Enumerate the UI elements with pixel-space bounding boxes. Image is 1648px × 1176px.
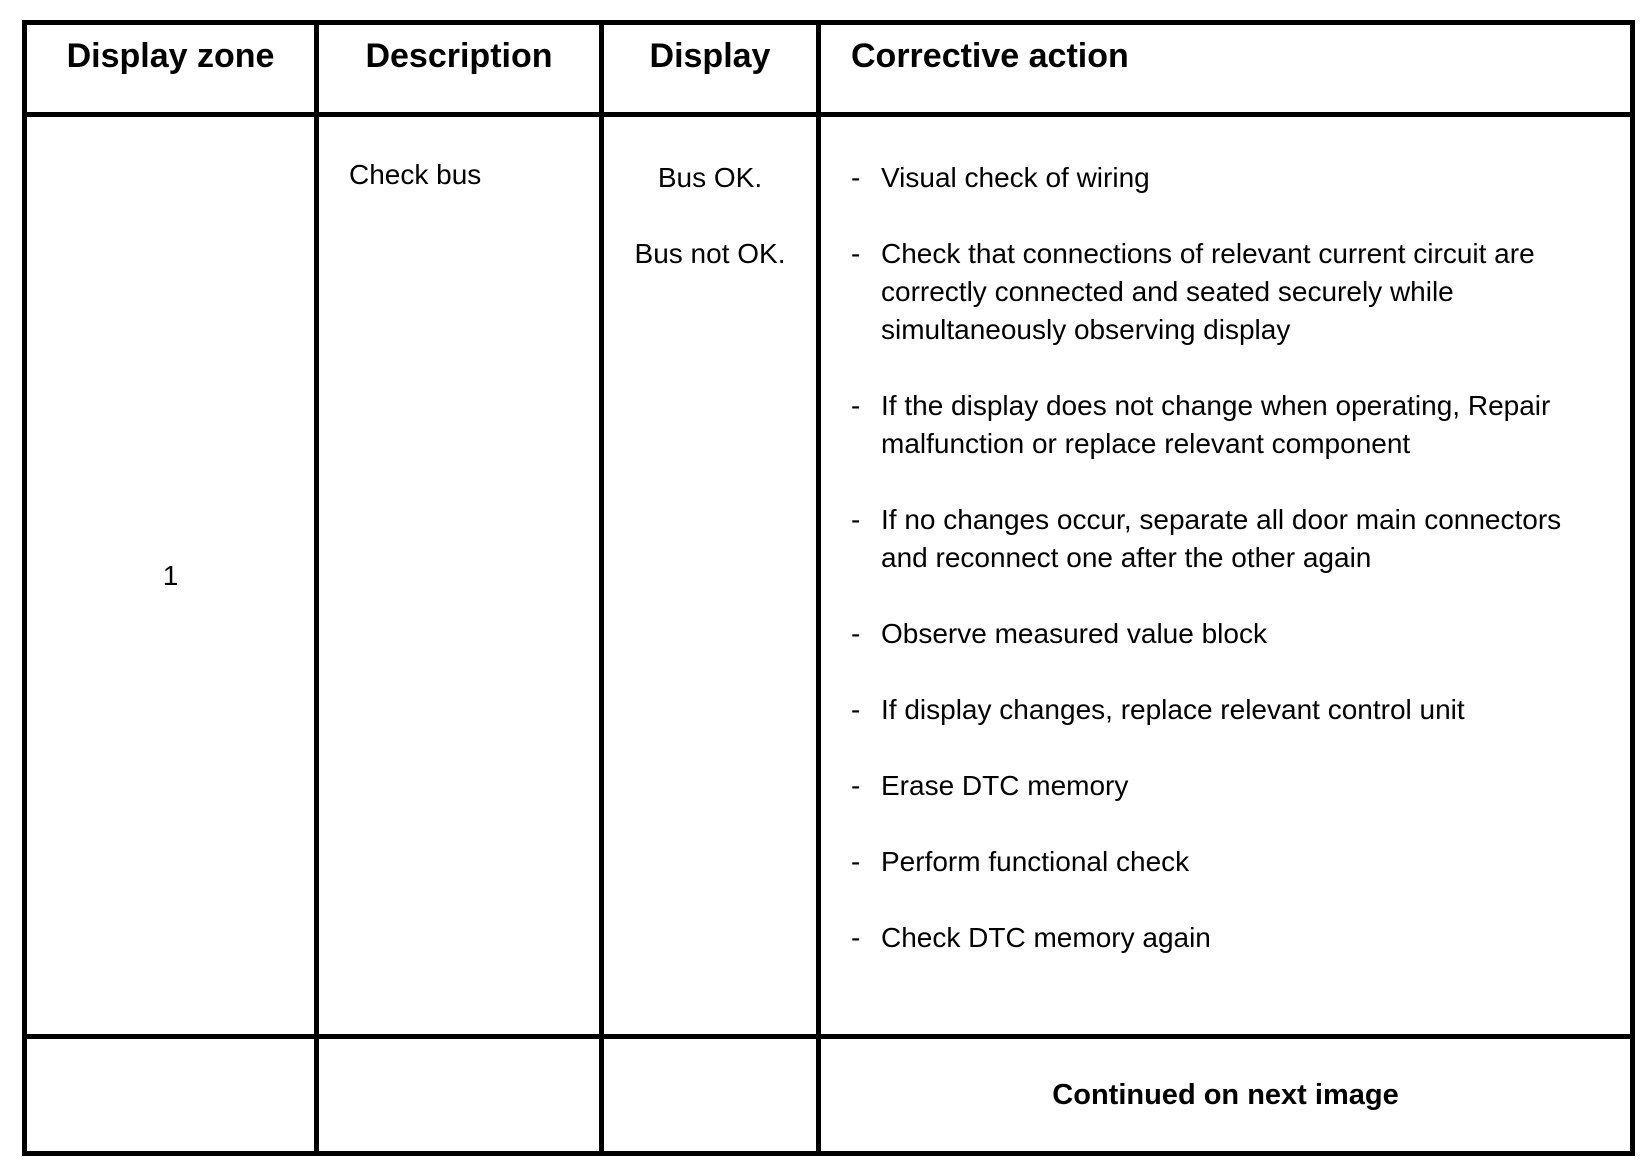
footer-description-cell: [317, 1037, 602, 1154]
list-item: [851, 387, 1610, 463]
display-cell: [602, 115, 819, 1037]
bullet-dash: -: [851, 504, 861, 536]
header-display-zone: Display zone: [25, 23, 317, 115]
description-cell: Check bus: [317, 115, 602, 1037]
header-description: Description: [317, 23, 602, 115]
action-text: Check DTC memory again: [881, 922, 1211, 954]
table-row: [25, 115, 1633, 1037]
action-text: Check that connections of relevant current circuit are correctly connected and seated securely while simultaneously observing display: [881, 238, 1535, 346]
bullet-dash: -: [851, 238, 861, 270]
action-text: Observe measured value block: [881, 618, 1267, 650]
action-text: Erase DTC memory: [881, 770, 1129, 802]
action-text: Visual check of wiring: [881, 162, 1150, 194]
bullet-dash: -: [851, 162, 861, 194]
display-bus-not-ok: Bus not OK.: [634, 238, 786, 270]
continued-note: Continued on next image: [819, 1037, 1633, 1154]
diagnostic-table: [22, 20, 1635, 1156]
bullet-dash: -: [851, 694, 861, 726]
bullet-dash: -: [851, 922, 861, 954]
list-item: [851, 767, 1610, 805]
corrective-action-list: [851, 159, 1610, 957]
footer-zone-cell: [25, 1037, 317, 1154]
display-zone-cell: 1: [25, 115, 317, 1037]
list-item: [851, 615, 1610, 653]
footer-row: [25, 1037, 1633, 1154]
corrective-action-cell: [819, 115, 1633, 1037]
list-item: [851, 843, 1610, 881]
list-item: [851, 159, 1610, 197]
list-item: [851, 235, 1610, 349]
bullet-dash: -: [851, 390, 861, 422]
list-item: [851, 691, 1610, 729]
bullet-dash: -: [851, 846, 861, 878]
action-text: If the display does not change when operating, Repair malfunction or replace relevant component: [881, 390, 1551, 460]
action-text: If display changes, replace relevant control unit: [881, 694, 1465, 726]
list-item: [851, 501, 1610, 577]
header-display: Display: [602, 23, 819, 115]
bullet-dash: -: [851, 770, 861, 802]
footer-display-cell: [602, 1037, 819, 1154]
header-row: [25, 23, 1633, 115]
display-bus-ok: Bus OK.: [657, 162, 763, 194]
header-corrective-action: Corrective action: [819, 23, 1633, 115]
action-text: Perform functional check: [881, 846, 1190, 878]
list-item: [851, 919, 1610, 957]
bullet-dash: -: [851, 618, 861, 650]
action-text: If no changes occur, separate all door main connectors and reconnect one after the other again: [881, 504, 1562, 574]
